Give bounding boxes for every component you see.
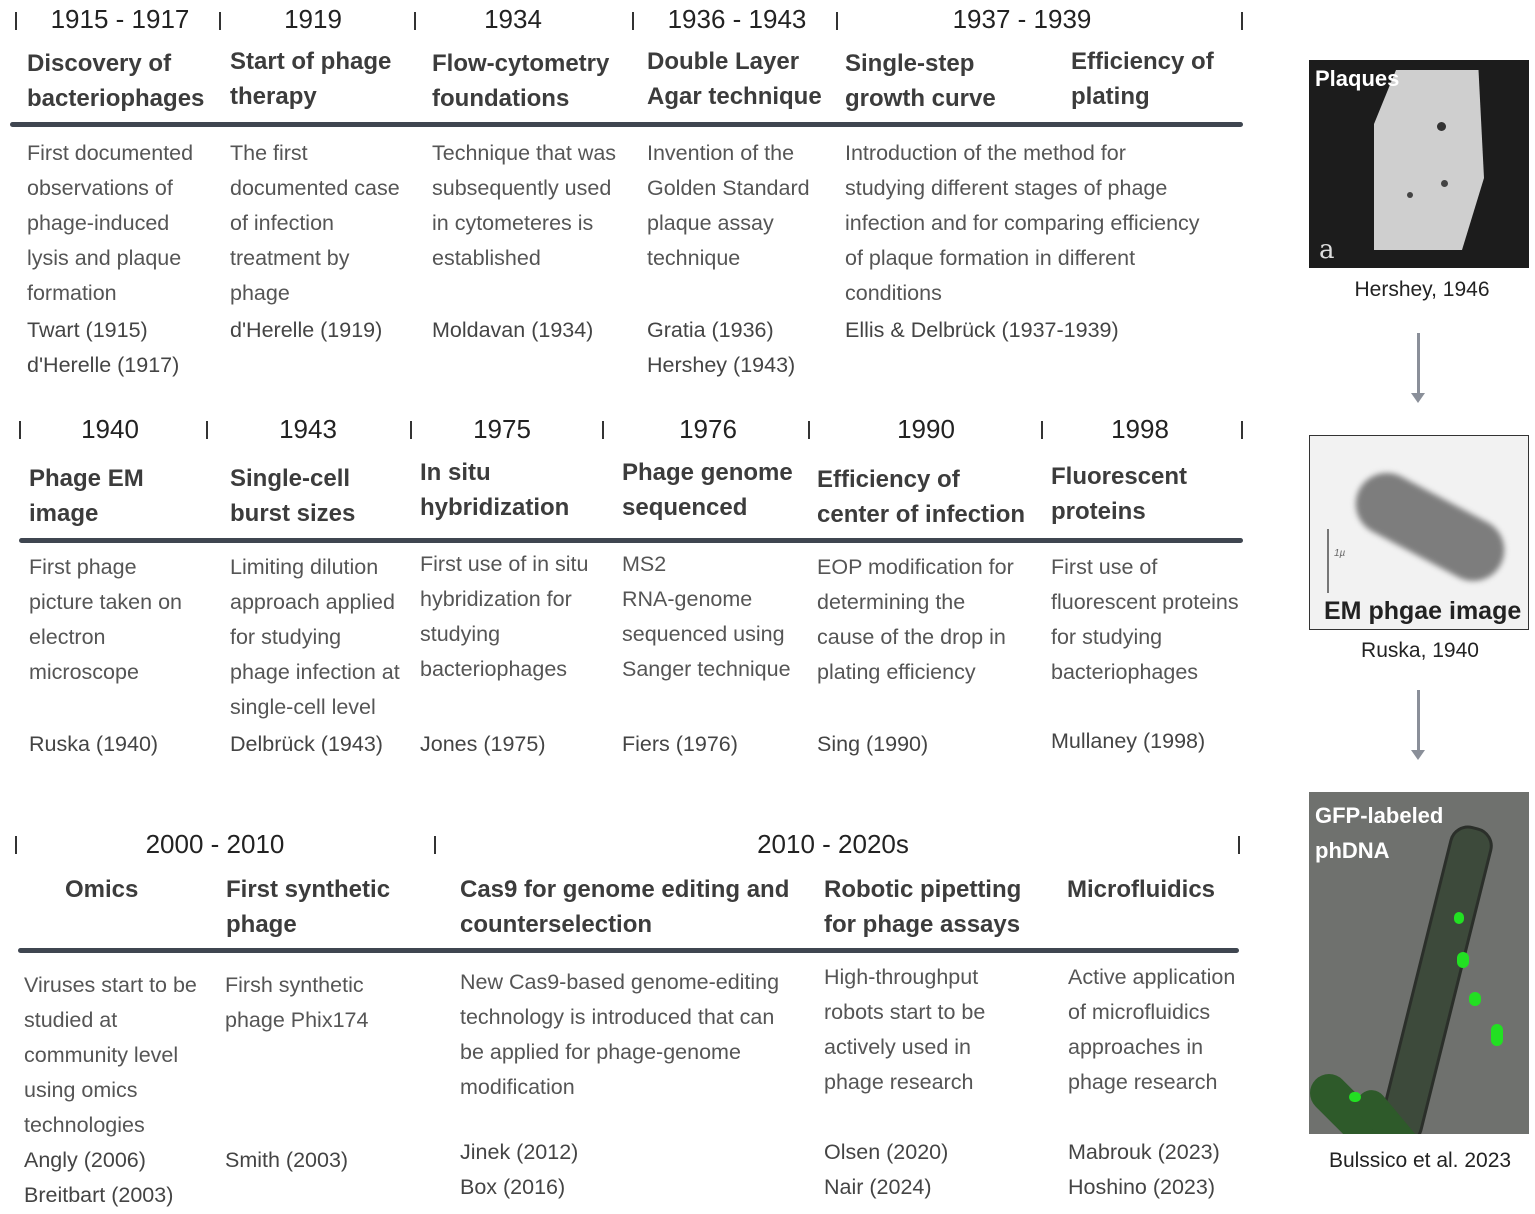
milestone-references: Ruska (1940) [29, 732, 159, 756]
milestone-description: The first documented case of infection treatment by phage [230, 141, 400, 305]
milestone-description: New Cas9-based genome-editing technology is introduced that can be applied for phage-genome modification [460, 970, 780, 1099]
timeline-tick [1241, 421, 1243, 439]
milestone-title: Double Layer Agar technique [647, 48, 822, 110]
milestone-title: Fluorescent proteins [1051, 463, 1188, 525]
milestone-title: Discovery of bacteriophages [27, 50, 205, 112]
timeline-divider [19, 538, 1243, 543]
milestone-description: Viruses start to be studied at community level using omics technologies [24, 973, 197, 1137]
gfp-label: GFP-labeled phDNA [1315, 803, 1444, 863]
milestone-description: Introduction of the method for studying different stages of phage infection and for comparing efficiency of plaque formation in different conditions [845, 141, 1200, 305]
timeline-year: 2010 - 2020s [757, 829, 909, 859]
plaques-label: Plaques [1315, 66, 1400, 91]
milestone-references: Jinek (2012) Box (2016) [460, 1140, 579, 1199]
timeline-year: 1943 [279, 414, 337, 444]
milestone-description: Active application of microfluidics approaches in phage research [1068, 965, 1236, 1094]
milestone-title: Single-cell burst sizes [230, 465, 356, 527]
em-caption: Ruska, 1940 [1361, 639, 1479, 662]
milestone-title: Phage genome sequenced [622, 459, 793, 521]
milestone-references: Gratia (1936) Hershey (1943) [647, 318, 796, 377]
timeline-tick [219, 12, 221, 30]
timeline-tick [19, 421, 21, 439]
milestone-references: Jones (1975) [420, 732, 546, 756]
milestone-title: First synthetic phage [226, 876, 391, 938]
milestone-title: Phage EM image [29, 465, 144, 527]
milestone-description: MS2 RNA-genome sequenced using Sanger technique [622, 552, 791, 681]
milestone-description: First use of in situ hybridization for studying bacteriophages [420, 552, 589, 681]
em-label: EM phgae image [1324, 597, 1522, 625]
milestone-references: Angly (2006) Breitbart (2003) [24, 1148, 174, 1207]
milestone-references: Smith (2003) [225, 1148, 349, 1172]
timeline-year: 1915 - 1917 [50, 4, 190, 34]
milestone-description: Invention of the Golden Standard plaque assay technique [647, 141, 810, 270]
milestone-title: Omics [65, 876, 139, 903]
milestone-description: First use of fluorescent proteins for studying bacteriophages [1051, 555, 1239, 684]
milestone-references: Delbrück (1943) [230, 732, 383, 756]
plaques-caption: Hershey, 1946 [1354, 278, 1490, 301]
milestone-description: First phage picture taken on electron microscope [29, 555, 182, 684]
milestone-references: Mabrouk (2023) Hoshino (2023) [1068, 1140, 1220, 1199]
timeline-tick [414, 12, 416, 30]
timeline-tick [15, 836, 17, 854]
timeline-year: 1998 [1111, 414, 1169, 444]
scale-bar-label: 1µ [1334, 548, 1346, 559]
timeline-year: 1937 - 1939 [952, 4, 1092, 34]
timeline-year: 1934 [484, 4, 542, 34]
milestone-title: In situ hybridization [420, 459, 570, 521]
milestone-references: Twart (1915) d'Herelle (1917) [27, 318, 180, 377]
gfp-caption: Bulssico et al. 2023 [1328, 1149, 1512, 1172]
timeline-year: 1940 [81, 414, 139, 444]
milestone-description: First documented observations of phage-induced lysis and plaque formation [27, 141, 194, 305]
timeline-year: 1976 [679, 414, 737, 444]
timeline-year: 1936 - 1943 [667, 4, 807, 34]
timeline-tick [808, 421, 810, 439]
timeline-divider [18, 948, 1239, 953]
gfp-image [1309, 792, 1529, 1134]
milestone-references: Fiers (1976) [622, 732, 738, 756]
em-phage-image [1309, 435, 1529, 630]
milestone-title: Cas9 for genome editing and counterselection [460, 876, 790, 938]
milestone-title: Start of phage therapy [230, 48, 392, 110]
arrow-down-icon [1417, 690, 1420, 752]
milestone-description: Technique that was subsequently used in cytometeres is established [432, 141, 617, 270]
milestone-references: Moldavan (1934) [432, 318, 594, 342]
milestone-title: Robotic pipetting for phage assays [824, 876, 1022, 938]
timeline-year: 2000 - 2010 [145, 829, 285, 859]
milestone-references: Ellis & Delbrück (1937-1939) [845, 318, 1119, 342]
timeline-tick [434, 836, 436, 854]
arrow-down-icon [1417, 333, 1420, 395]
milestone-references: Olsen (2020) Nair (2024) [824, 1140, 949, 1199]
milestone-description: EOP modification for determining the cause of the drop in plating efficiency [817, 555, 1014, 684]
timeline-tick [836, 12, 838, 30]
timeline-tick [1241, 12, 1243, 30]
milestone-references: d'Herelle (1919) [230, 318, 383, 342]
timeline-tick [1238, 836, 1240, 854]
timeline-year: 1975 [473, 414, 531, 444]
timeline-tick [602, 421, 604, 439]
timeline-year: 1919 [284, 4, 342, 34]
milestone-references: Mullaney (1998) [1051, 729, 1206, 753]
milestone-title: Efficiency of plating [1071, 48, 1214, 110]
timeline-year: 1990 [897, 414, 955, 444]
timeline-tick [206, 421, 208, 439]
timeline-tick [410, 421, 412, 439]
milestone-title: Flow-cytometry foundations [432, 50, 610, 112]
timeline-tick [632, 12, 634, 30]
milestone-title: Efficiency of center of infection [817, 466, 1026, 528]
plaques-image: Plaques a [1309, 60, 1529, 268]
milestone-title: Single-step growth curve [845, 50, 996, 112]
milestone-references: Sing (1990) [817, 732, 929, 756]
timeline-tick [15, 12, 17, 30]
milestone-description: High-throughput robots start to be actively used in phage research [824, 965, 986, 1094]
milestone-title: Microfluidics [1067, 876, 1216, 903]
timeline-divider [10, 122, 1243, 127]
milestone-description: Firsh synthetic phage Phix174 [225, 973, 369, 1032]
timeline-tick [1041, 421, 1043, 439]
milestone-description: Limiting dilution approach applied for studying phage infection at single-cell level [230, 555, 400, 719]
